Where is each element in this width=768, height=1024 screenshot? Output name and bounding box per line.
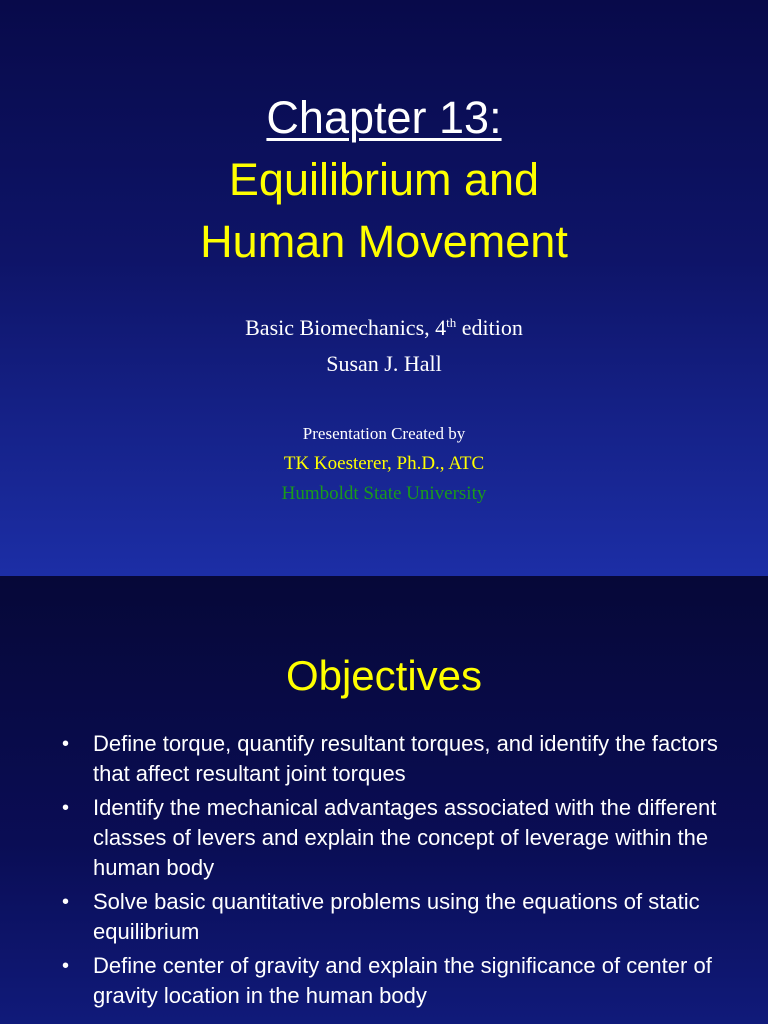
credit-label: Presentation Created by: [302, 424, 466, 443]
objective-item: [62, 951, 732, 1011]
objectives-title: Objectives: [285, 652, 483, 699]
objective-text: Define torque, quantify resultant torques, and identify the factors that affect resultant joint torques: [93, 731, 718, 786]
bullet-icon: •: [62, 797, 70, 819]
objectives-slide: [0, 576, 768, 1024]
objective-text: Identify the mechanical advantages associated with the different classes of levers and explain the concept of leverage within the human body: [93, 795, 717, 880]
objective-item: [62, 793, 732, 883]
objective-text: Solve basic quantitative problems using the equations of static equilibrium: [93, 889, 700, 944]
bullet-icon: •: [62, 733, 70, 755]
edition-text: edition: [456, 315, 523, 340]
title-line-2: Human Movement: [200, 216, 568, 267]
bullet-icon: •: [62, 955, 70, 977]
presenter-university: Humboldt State University: [281, 483, 487, 504]
objective-item: [62, 729, 732, 789]
objectives-list: [62, 729, 732, 1015]
bullet-icon: •: [62, 891, 70, 913]
book-title-text: Basic Biomechanics, 4: [245, 315, 447, 340]
objective-item: [62, 887, 732, 947]
book-title: [0, 314, 768, 342]
title-line-1: Equilibrium and: [228, 154, 540, 205]
book-author: Susan J. Hall: [326, 351, 442, 376]
chapter-heading: Chapter 13:: [266, 92, 502, 143]
presenter-name: TK Koesterer, Ph.D., ATC: [283, 453, 485, 474]
edition-superscript: th: [446, 315, 457, 330]
objective-text: Define center of gravity and explain the significance of center of gravity location in the human body: [93, 953, 712, 1008]
